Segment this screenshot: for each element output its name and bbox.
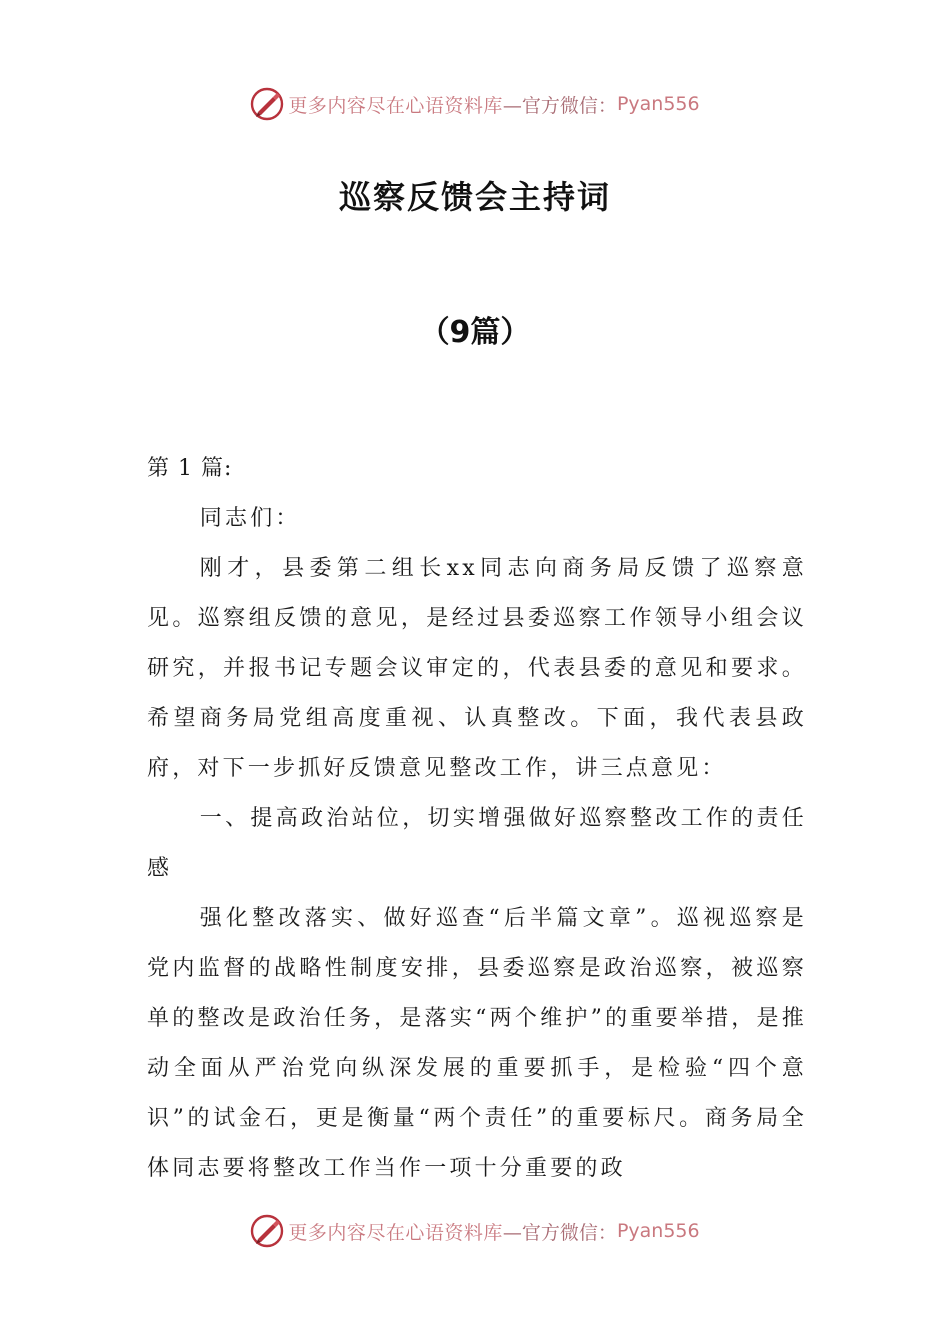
section-label: 第 1 篇: bbox=[147, 456, 233, 481]
wechat-id: Pyan556 bbox=[616, 93, 700, 115]
pen-logo-icon bbox=[250, 87, 284, 121]
body-paragraph: 强化整改落实、做好巡查“后半篇文章”。巡视巡察是党内监督的战略性制度安排，县委巡察是政治巡察，被巡察单的整改是政治任务，是落实“两个维护”的重要举措，是推动全面从严治党向纵深发展的重要抓手，是检验“四个意识”的试金石，更是衡量“两个责任”的重要标尺。商务局全体同志要将整改工作当作一项十分重要的政 bbox=[147, 906, 807, 1181]
banner-text: 更多内容尽在心语资料库 bbox=[288, 1221, 503, 1244]
footer-banner bbox=[0, 1209, 950, 1253]
document-title: 巡察反馈会主持词 bbox=[338, 178, 611, 216]
salutation: 同志们： bbox=[199, 506, 301, 531]
document-subtitle: （9篇） bbox=[419, 315, 531, 350]
banner-separator: —官方微信： bbox=[502, 94, 617, 117]
section-heading: 一、提高政治站位，切实增强做好巡察整改工作的责任感 bbox=[147, 806, 807, 881]
body-paragraph: 刚才，县委第二组长xx同志向商务局反馈了巡察意见。巡察组反馈的意见，是经过县委巡察工作领导小组会议研究，并报书记专题会议审定的，代表县委的意见和要求。希望商务局党组高度重视、认真整改。下面，我代表县政府，对下一步抓好反馈意见整改工作，讲三点意见： bbox=[147, 556, 807, 781]
wechat-id: Pyan556 bbox=[616, 1220, 700, 1242]
document-body bbox=[147, 444, 807, 1194]
banner-text: 更多内容尽在心语资料库 bbox=[288, 94, 503, 117]
banner-separator: —官方微信： bbox=[502, 1221, 617, 1244]
header-banner bbox=[0, 82, 950, 126]
pen-logo-icon bbox=[250, 1214, 284, 1248]
